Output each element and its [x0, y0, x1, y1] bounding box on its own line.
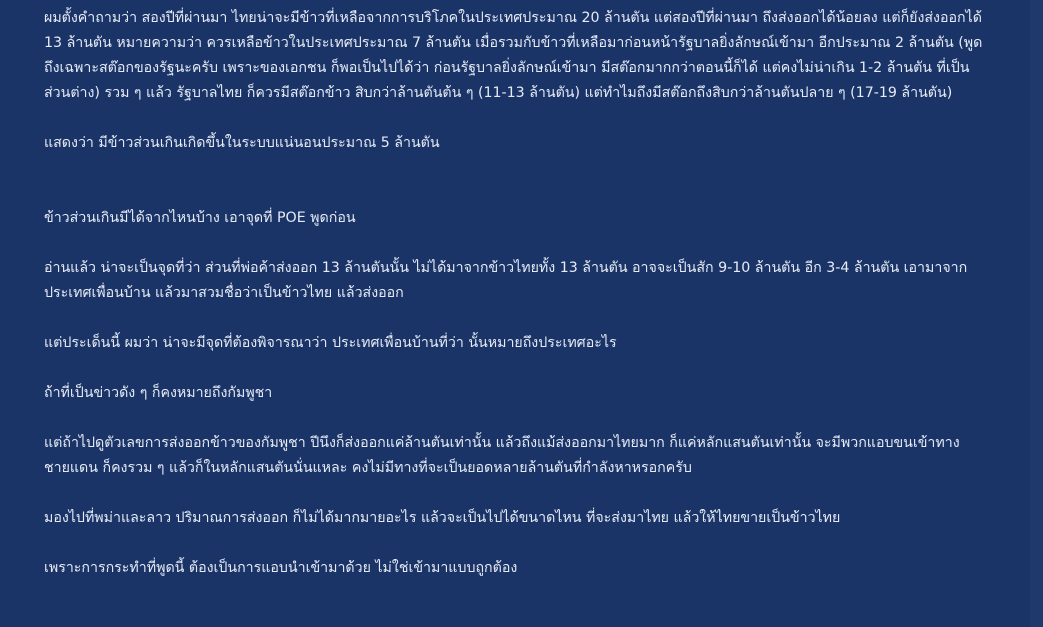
post-paragraph: เพราะการกระทำที่พูดนี้ ต้องเป็นการแอบนำเข้ามาด้วย ไม่ใช่เข้ามาแบบถูกต้อง [44, 560, 518, 576]
post-paragraph: แสดงว่า มีข้าวส่วนเกินเกิดขึ้นในระบบแน่นอนประมาณ 5 ล้านตัน [44, 135, 440, 151]
post-paragraph: แต่ประเด็นนี้ ผมว่า น่าจะมีจุดที่ต้องพิจารณาว่า ประเทศเพื่อนบ้านที่ว่า นั้นหมายถึงประเทศอะไร [44, 335, 617, 351]
scrollbar-track[interactable] [1030, 0, 1043, 627]
post-paragraph: มองไปที่พม่าและลาว ปริมาณการส่งออก ก็ไม่ได้มากมายอะไร แล้วจะเป็นไปได้ขนาดไหน ที่จะส่งมาไทย แล้วให้ไทยขายเป็นข้าวไทย [44, 510, 841, 526]
post-paragraph: อ่านแล้ว น่าจะเป็นจุดที่ว่า ส่วนที่พ่อค้าส่งออก 13 ล้านตันนั้น ไม่ได้มาจากข้าวไทยทั้ง 13 ล้านตัน อาจจะเป็นสัก 9-10 ล้านตัน อีก 3-4 ล้านตัน เอามาจากประเทศเพื่อนบ้าน แล้วมาสวมชื่อว่าเป็นข้าวไทย แล้วส่งออก [44, 260, 968, 301]
post-paragraph: ถ้าที่เป็นข่าวดัง ๆ ก็คงหมายถึงกัมพูชา [44, 385, 273, 401]
post-paragraph: ผมตั้งคำถามว่า สองปีที่ผ่านมา ไทยน่าจะมีข้าวที่เหลือจากการบริโภคในประเทศประมาณ 20 ล้านตัน แต่สองปีที่ผ่านมา ถึงส่งออกได้น้อยลง แต่ก็ยังส่งออกได้ 13 ล้านตัน หมายความว่า ควรเหลือข้าวในประเทศประมาณ 7 ล้านตัน เมื่อรวมกับข้าวที่เหลือมาก่อนหน้ารัฐบาลยิ่งลักษณ์เข้ามา อีกประมาณ 2 ล้านตัน (พูดถึงเฉพาะสต๊อกของรัฐนะครับ เพราะของเอกชน ก็พอเป็นไปได้ว่า ก่อนรัฐบาลยิ่งลักษณ์เข้ามา มีสต๊อกมากกว่าตอนนี้ก็ได้ แต่คงไม่น่าเกิน 1-2 ล้านตัน ที่เป็นส่วนต่าง) รวม ๆ แล้ว รัฐบาลไทย ก็ควรมีสต๊อกข้าว สิบกว่าล้านตันต้น ๆ (11-13 ล้านตัน) แต่ทำไมถึงมีสต๊อกถึงสิบกว่าล้านตันปลาย ๆ (17-19 ล้านตัน) [44, 10, 983, 101]
post-paragraph: แต่ถ้าไปดูตัวเลขการส่งออกข้าวของกัมพูชา ปีนึงก็ส่งออกแค่ล้านตันเท่านั้น แล้วถึงแม้ส่งออกมาไทยมาก ก็แค่หลักแสนตันเท่านั้น จะมีพวกแอบขนเข้าทางชายแดน ก็คงรวม ๆ แล้วก็ในหลักแสนตันนั่นแหละ คงไม่มีทางที่จะเป็นยอดหลายล้านตันที่กำลังหาหรอกครับ [44, 435, 960, 476]
post-paragraph: ข้าวส่วนเกินมีได้จากไหนบ้าง เอาจุดที่ POE พูดก่อน [44, 210, 356, 226]
post-content [44, 6, 984, 581]
